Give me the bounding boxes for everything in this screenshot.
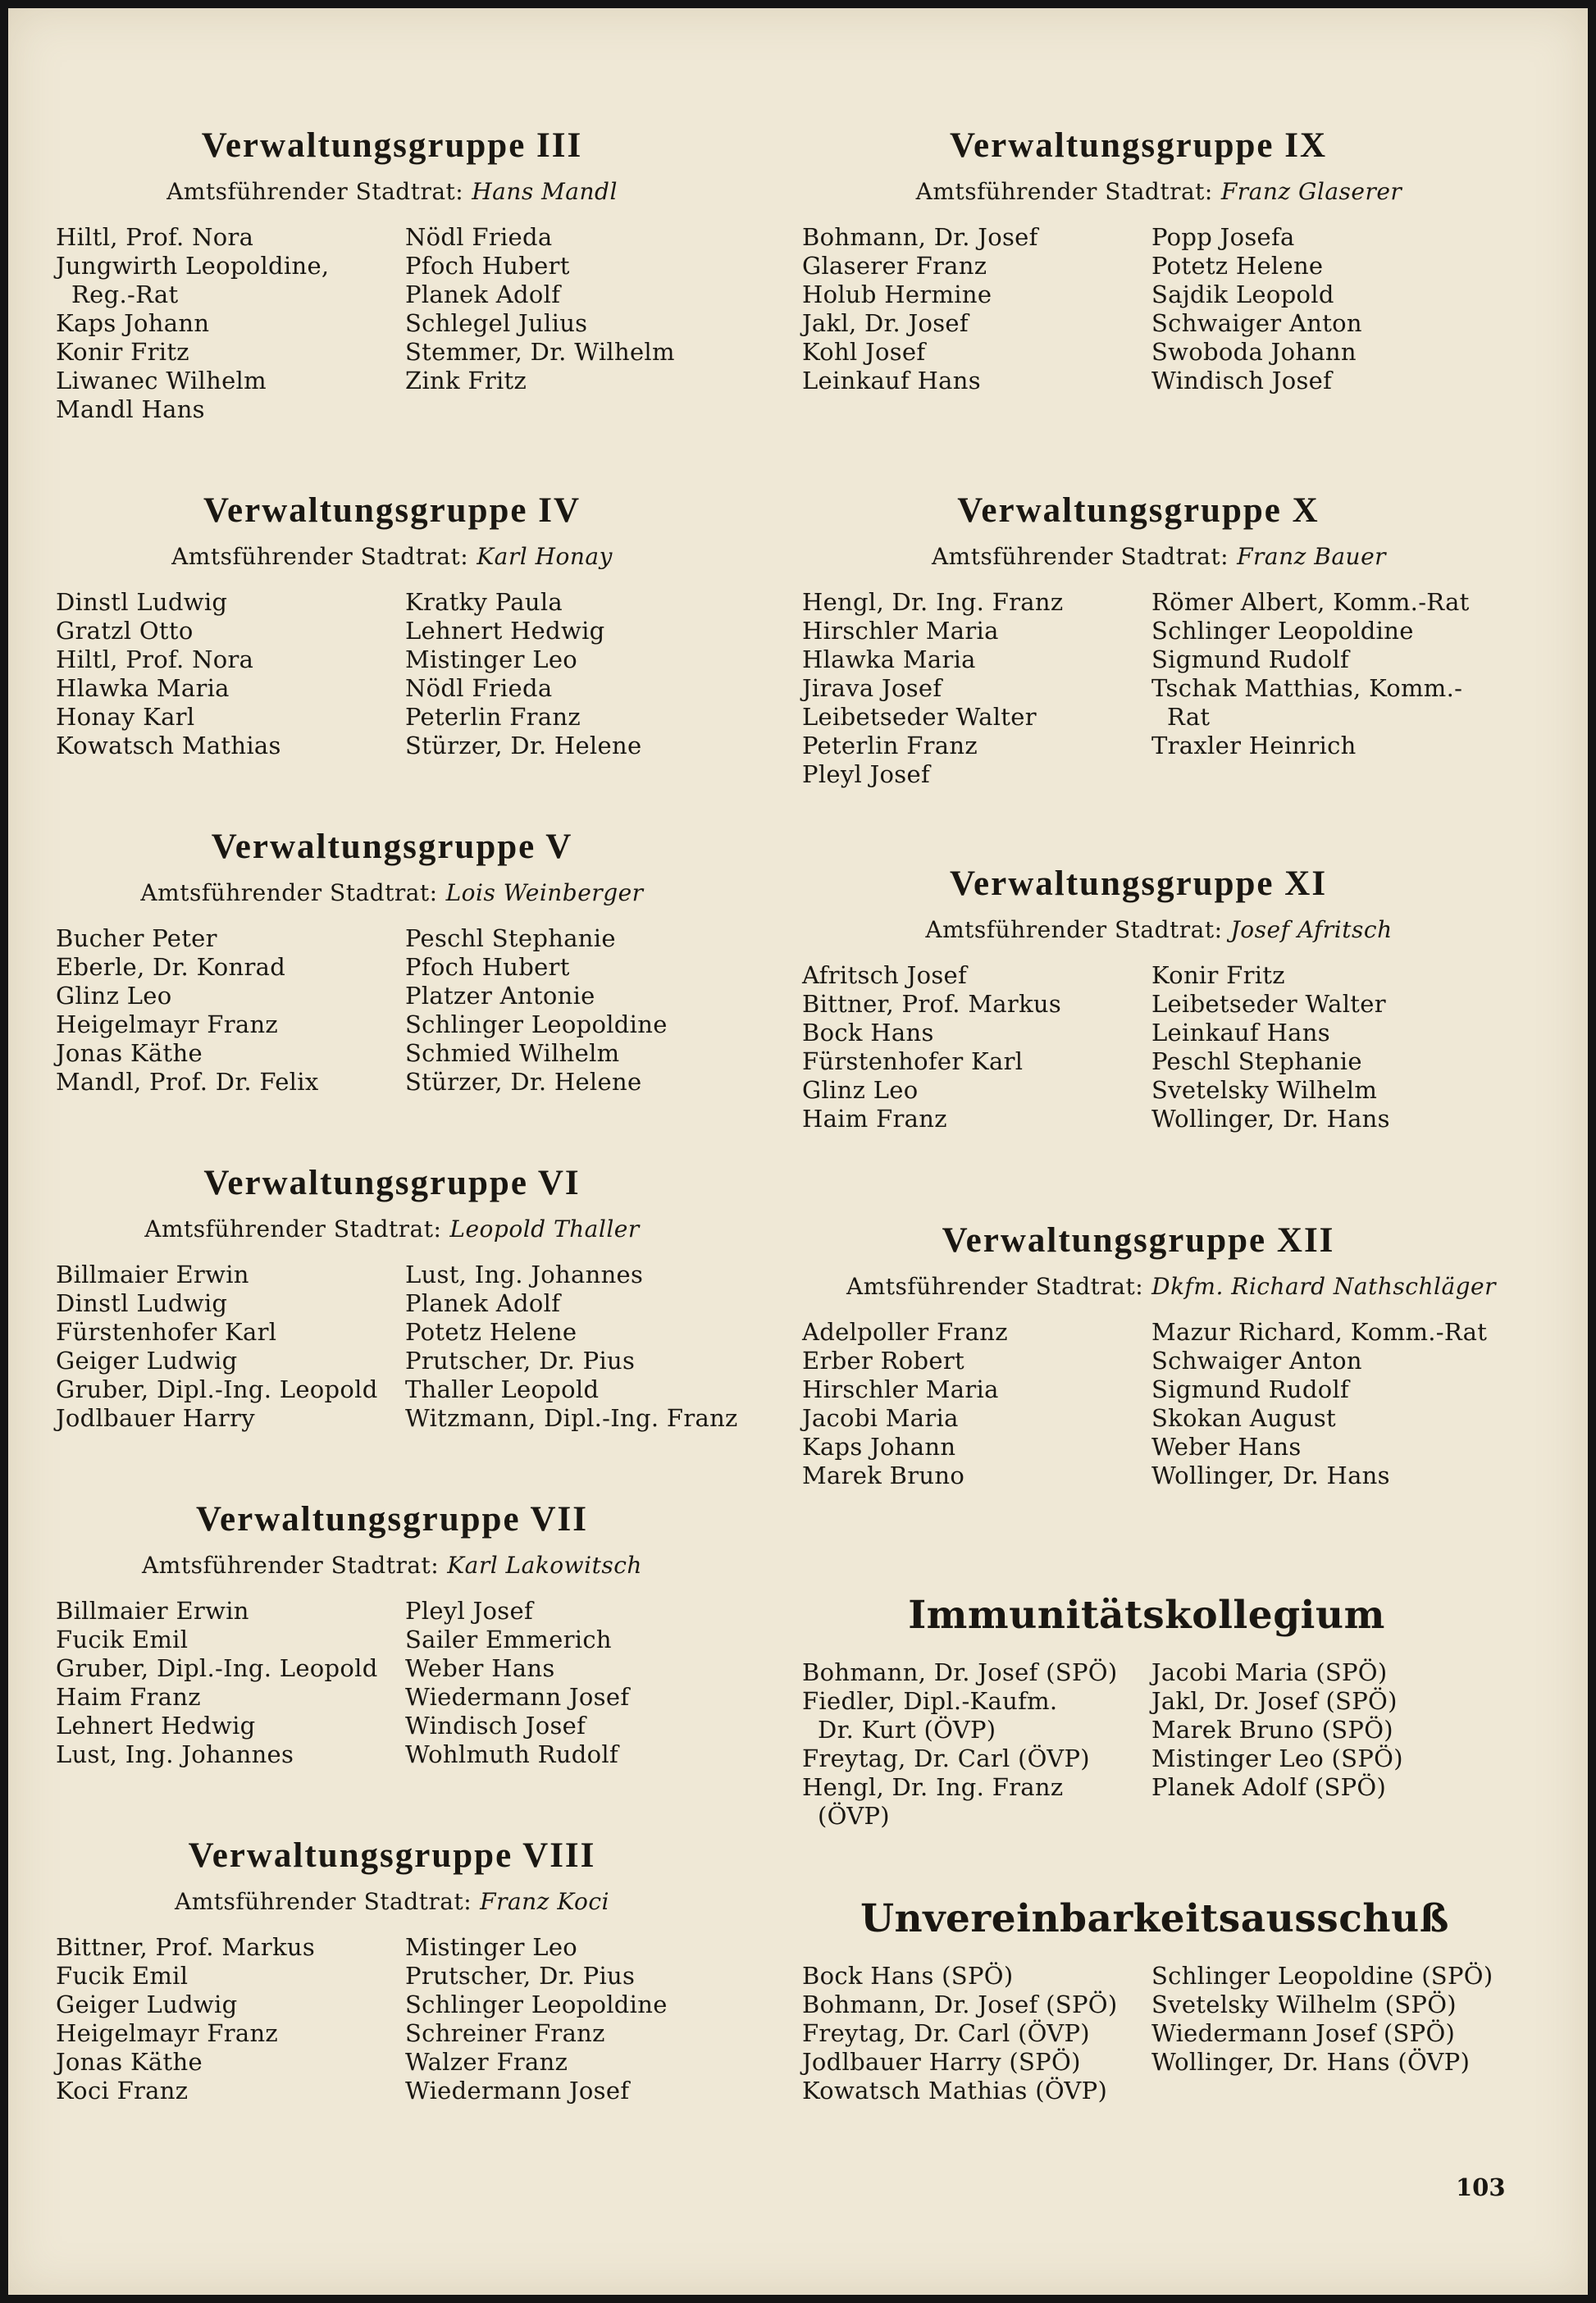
member-column-right	[1151, 588, 1540, 789]
member-grid	[56, 1261, 794, 1433]
member-entry: Bucher Peter	[56, 924, 217, 952]
member-grid	[802, 1318, 1540, 1490]
member-entry: Dinstl Ludwig	[56, 1289, 228, 1317]
member-column-right	[405, 924, 794, 1097]
chair-label: Amtsführender Stadtrat:	[931, 543, 1229, 570]
member-column-left	[802, 1318, 1151, 1490]
member-entry: Haim Franz	[802, 1105, 947, 1133]
chair-line	[802, 914, 1540, 946]
chair-name: Franz Glaserer	[1220, 178, 1402, 205]
member-entry: Wollinger, Dr. Hans	[1151, 1462, 1390, 1489]
member-column-left	[56, 223, 405, 424]
member-entry: Fucik Emil	[56, 1962, 189, 1990]
member-entry: Peterlin Franz	[405, 703, 581, 731]
member-entry: Lehnert Hedwig	[56, 1712, 256, 1740]
member-entry: Jirava Josef	[802, 674, 942, 702]
member-entry: Marek Bruno (SPÖ)	[1151, 1716, 1393, 1744]
member-entry: Zink Fritz	[405, 367, 527, 394]
member-entry: Glinz Leo	[56, 982, 172, 1010]
section-title: Verwaltungsgruppe IX	[949, 126, 1328, 165]
chair-name: Josef Afritsch	[1230, 916, 1393, 943]
member-entry: Hirschler Maria	[802, 617, 999, 645]
member-entry: Schreiner Franz	[405, 2019, 605, 2047]
member-entry: Hlawka Maria	[56, 674, 230, 702]
member-entry: Jodlbauer Harry	[56, 1404, 255, 1432]
chair-label: Amtsführender Stadtrat:	[174, 1888, 472, 1915]
member-grid	[56, 1597, 794, 1769]
member-entry: Kohl Josef	[802, 338, 926, 366]
member-entry: Schmied Wilhelm	[405, 1039, 620, 1067]
chair-name: Franz Koci	[480, 1888, 609, 1915]
member-entry: Dinstl Ludwig	[56, 588, 228, 616]
member-entry: Haim Franz	[56, 1683, 201, 1711]
section-title: Verwaltungsgruppe III	[201, 126, 583, 165]
member-entry: Windisch Josef	[405, 1712, 586, 1740]
member-grid	[802, 1962, 1540, 2105]
member-entry: Mistinger Leo	[405, 1933, 578, 1961]
section-title: Verwaltungsgruppe VI	[203, 1164, 581, 1202]
member-entry: Fucik Emil	[56, 1626, 189, 1653]
member-column-left	[802, 588, 1151, 789]
chair-label: Amtsführender Stadtrat:	[140, 879, 438, 906]
member-entry: Skokan August	[1151, 1404, 1336, 1432]
member-entry: Römer Albert, Komm.-Rat	[1151, 588, 1470, 616]
member-entry: Stemmer, Dr. Wilhelm	[405, 338, 675, 366]
section-gruppe-x	[802, 488, 1540, 789]
chair-line	[56, 1886, 794, 1918]
member-entry: Heigelmayr Franz	[56, 1010, 279, 1038]
chair-name: Dkfm. Richard Nathschläger	[1151, 1273, 1497, 1300]
member-entry: Sailer Emmerich	[405, 1626, 612, 1653]
member-entry: Bock Hans (SPÖ)	[802, 1962, 1014, 1990]
member-column-right	[1151, 223, 1540, 395]
section-title: Immunitätskollegium	[908, 1593, 1385, 1638]
member-entry: Hiltl, Prof. Nora	[56, 645, 254, 673]
member-entry: Weber Hans	[405, 1654, 555, 1682]
section-gruppe-ix	[802, 123, 1540, 395]
member-column-right	[405, 223, 794, 424]
member-column-right	[1151, 961, 1540, 1133]
member-entry: Jungwirth Leopoldine,	[56, 252, 330, 280]
chair-line	[56, 176, 794, 208]
member-entry: Peterlin Franz	[802, 732, 978, 759]
member-entry: Prutscher, Dr. Pius	[405, 1347, 636, 1375]
chair-line	[802, 1270, 1540, 1303]
member-entry: Potetz Helene	[405, 1318, 577, 1346]
member-entry: Stürzer, Dr. Helene	[405, 732, 642, 759]
chair-name: Karl Lakowitsch	[447, 1552, 642, 1579]
member-entry: Kowatsch Mathias (ÖVP)	[802, 2077, 1108, 2105]
member-entry: Eberle, Dr. Konrad	[56, 953, 286, 981]
member-entry: Peschl Stephanie	[405, 924, 616, 952]
member-entry: Leibetseder Walter	[802, 703, 1037, 731]
member-entry: Nödl Frieda	[405, 674, 553, 702]
chair-name: Leopold Thaller	[449, 1215, 640, 1243]
member-entry: Mandl, Prof. Dr. Felix	[56, 1068, 319, 1096]
member-entry: Swoboda Johann	[1151, 338, 1357, 366]
member-entry: Wollinger, Dr. Hans (ÖVP)	[1151, 2048, 1471, 2076]
member-entry: Jacobi Maria	[802, 1404, 959, 1432]
member-column-left	[56, 588, 405, 760]
chair-line	[802, 540, 1540, 573]
member-column-right	[1151, 1658, 1540, 1831]
member-entry: Weber Hans	[1151, 1433, 1302, 1461]
member-entry: Planek Adolf	[405, 1289, 561, 1317]
member-entry: Wollinger, Dr. Hans	[1151, 1105, 1390, 1133]
member-column-left	[56, 1597, 405, 1769]
section-gruppe-xi	[802, 861, 1540, 1133]
member-entry: Planek Adolf	[405, 280, 561, 308]
member-entry: Erber Robert	[802, 1347, 964, 1375]
member-entry: Mandl Hans	[56, 395, 205, 423]
member-entry: Potetz Helene	[1151, 252, 1324, 280]
chair-label: Amtsführender Stadtrat:	[925, 916, 1223, 943]
member-grid	[56, 924, 794, 1097]
member-entry: Wiedermann Josef	[405, 1683, 630, 1711]
member-entry: Schlinger Leopoldine (SPÖ)	[1151, 1962, 1493, 1990]
member-entry: Jodlbauer Harry (SPÖ)	[802, 2048, 1081, 2076]
member-entry: Fiedler, Dipl.-Kaufm.	[802, 1687, 1058, 1715]
member-entry: Sigmund Rudolf	[1151, 645, 1350, 673]
member-entry: Billmaier Erwin	[56, 1261, 249, 1288]
member-entry: Liwanec Wilhelm	[56, 367, 267, 394]
section-title: Verwaltungsgruppe VII	[195, 1500, 589, 1539]
document-page	[8, 8, 1588, 2295]
member-entry: Jacobi Maria (SPÖ)	[1151, 1658, 1388, 1686]
member-entry: Adelpoller Franz	[802, 1318, 1008, 1346]
member-entry: Wiedermann Josef (SPÖ)	[1151, 2019, 1456, 2047]
page-number: 103	[1456, 2173, 1506, 2201]
member-entry: Kaps Johann	[56, 309, 210, 337]
member-entry: Walzer Franz	[405, 2048, 568, 2076]
section-gruppe-v	[56, 824, 794, 1097]
member-entry: Prutscher, Dr. Pius	[405, 1962, 636, 1990]
chair-line	[56, 877, 794, 910]
member-column-right	[405, 1261, 794, 1433]
section-unvereinbarkeitsausschuss	[802, 1895, 1540, 2105]
member-entry: Jonas Käthe	[56, 1039, 203, 1067]
chair-line	[802, 176, 1540, 208]
member-entry: Hiltl, Prof. Nora	[56, 223, 254, 251]
chair-line	[56, 1213, 794, 1246]
chair-label: Amtsführender Stadtrat:	[142, 1552, 440, 1579]
member-grid	[802, 223, 1540, 395]
member-entry: Heigelmayr Franz	[56, 2019, 279, 2047]
member-entry: Freytag, Dr. Carl (ÖVP)	[802, 1744, 1090, 1772]
chair-line	[56, 540, 794, 573]
chair-label: Amtsführender Stadtrat:	[915, 178, 1213, 205]
member-entry: Hlawka Maria	[802, 645, 976, 673]
member-entry: Lust, Ing. Johannes	[405, 1261, 644, 1288]
member-entry: Reg.-Rat	[56, 280, 179, 308]
member-column-left	[802, 223, 1151, 395]
member-entry: Kowatsch Mathias	[56, 732, 281, 759]
member-entry: Rat	[1151, 703, 1211, 731]
member-entry: Bohmann, Dr. Josef (SPÖ)	[802, 1658, 1118, 1686]
chair-name: Lois Weinberger	[445, 879, 644, 906]
chair-name: Hans Mandl	[472, 178, 618, 205]
member-column-left	[802, 961, 1151, 1133]
member-entry: Pleyl Josef	[405, 1597, 533, 1625]
member-entry: Pleyl Josef	[802, 760, 930, 788]
member-column-left	[802, 1658, 1151, 1831]
member-grid	[802, 961, 1540, 1133]
section-gruppe-vi	[56, 1161, 794, 1433]
member-entry: Jakl, Dr. Josef (SPÖ)	[1151, 1687, 1398, 1715]
member-column-right	[405, 1933, 794, 2105]
member-entry: Konir Fritz	[56, 338, 189, 366]
member-entry: Glinz Leo	[802, 1076, 919, 1104]
member-entry: Glaserer Franz	[802, 252, 987, 280]
member-grid	[56, 1933, 794, 2105]
member-entry: Tschak Matthias, Komm.-	[1151, 674, 1463, 702]
member-entry: Peschl Stephanie	[1151, 1047, 1362, 1075]
member-entry: Thaller Leopold	[405, 1375, 600, 1403]
member-entry: Geiger Ludwig	[56, 1347, 238, 1375]
member-column-left	[56, 1933, 405, 2105]
member-entry: Schwaiger Anton	[1151, 309, 1362, 337]
member-entry: Kratky Paula	[405, 588, 563, 616]
member-grid	[802, 1658, 1540, 1831]
member-column-left	[56, 1261, 405, 1433]
chair-name: Karl Honay	[477, 543, 613, 570]
member-entry: Nödl Frieda	[405, 223, 553, 251]
member-entry: Bittner, Prof. Markus	[56, 1933, 316, 1961]
member-column-right	[1151, 1318, 1540, 1490]
member-entry: Sigmund Rudolf	[1151, 1375, 1350, 1403]
section-title: Verwaltungsgruppe XII	[942, 1221, 1335, 1260]
member-entry: Gratzl Otto	[56, 617, 194, 645]
member-entry: Billmaier Erwin	[56, 1597, 249, 1625]
section-title: Verwaltungsgruppe VIII	[188, 1836, 596, 1875]
member-entry: Wohlmuth Rudolf	[405, 1740, 619, 1768]
chair-label: Amtsführender Stadtrat:	[171, 543, 469, 570]
member-entry: Fürstenhofer Karl	[802, 1047, 1024, 1075]
member-entry: Freytag, Dr. Carl (ÖVP)	[802, 2019, 1090, 2047]
member-entry: Pfoch Hubert	[405, 953, 570, 981]
section-title: Verwaltungsgruppe IV	[203, 491, 581, 530]
member-entry: Schlinger Leopoldine	[405, 1991, 668, 2018]
member-entry: Schlinger Leopoldine	[1151, 617, 1414, 645]
member-entry: Mazur Richard, Komm.-Rat	[1151, 1318, 1488, 1346]
member-column-right	[1151, 1962, 1540, 2105]
member-entry: Marek Bruno	[802, 1462, 965, 1489]
member-entry: Afritsch Josef	[802, 961, 968, 989]
member-grid	[56, 588, 794, 760]
chair-line	[56, 1549, 794, 1582]
member-grid	[802, 588, 1540, 789]
member-column-left	[56, 924, 405, 1097]
member-entry: Gruber, Dipl.-Ing. Leopold	[56, 1654, 378, 1682]
section-gruppe-xii	[802, 1218, 1540, 1490]
member-grid	[56, 223, 794, 424]
member-entry: Lust, Ing. Johannes	[56, 1740, 294, 1768]
member-entry: Mistinger Leo	[405, 645, 578, 673]
member-entry: Svetelsky Wilhelm	[1151, 1076, 1378, 1104]
member-entry: Holub Hermine	[802, 280, 992, 308]
member-entry: Lehnert Hedwig	[405, 617, 605, 645]
member-entry: Platzer Antonie	[405, 982, 595, 1010]
member-entry: Schwaiger Anton	[1151, 1347, 1362, 1375]
member-entry: Leinkauf Hans	[802, 367, 981, 394]
member-entry: Schlinger Leopoldine	[405, 1010, 668, 1038]
member-entry: Stürzer, Dr. Helene	[405, 1068, 642, 1096]
chair-name: Franz Bauer	[1237, 543, 1387, 570]
section-gruppe-viii	[56, 1833, 794, 2105]
member-entry: Geiger Ludwig	[56, 1991, 238, 2018]
member-entry: Gruber, Dipl.-Ing. Leopold	[56, 1375, 378, 1403]
section-gruppe-iv	[56, 488, 794, 760]
member-entry: (ÖVP)	[802, 1802, 890, 1830]
member-entry: Mistinger Leo (SPÖ)	[1151, 1744, 1403, 1772]
member-entry: Kaps Johann	[802, 1433, 956, 1461]
section-title: Verwaltungsgruppe X	[957, 491, 1320, 530]
member-entry: Witzmann, Dipl.-Ing. Franz	[405, 1404, 738, 1432]
member-entry: Bohmann, Dr. Josef (SPÖ)	[802, 1991, 1118, 2018]
member-entry: Hengl, Dr. Ing. Franz	[802, 1773, 1064, 1801]
member-entry: Bock Hans	[802, 1019, 934, 1047]
member-entry: Hengl, Dr. Ing. Franz	[802, 588, 1064, 616]
section-title: Unvereinbarkeitsausschuß	[860, 1896, 1449, 1941]
section-gruppe-vii	[56, 1497, 794, 1769]
member-entry: Fürstenhofer Karl	[56, 1318, 277, 1346]
section-title: Verwaltungsgruppe V	[211, 828, 573, 866]
chair-label: Amtsführender Stadtrat:	[846, 1273, 1144, 1300]
member-entry: Schlegel Julius	[405, 309, 588, 337]
member-entry: Hirschler Maria	[802, 1375, 999, 1403]
member-entry: Leibetseder Walter	[1151, 990, 1386, 1018]
member-entry: Leinkauf Hans	[1151, 1019, 1330, 1047]
member-entry: Dr. Kurt (ÖVP)	[802, 1716, 996, 1744]
chair-label: Amtsführender Stadtrat:	[166, 178, 464, 205]
member-entry: Bohmann, Dr. Josef	[802, 223, 1038, 251]
member-entry: Koci Franz	[56, 2077, 189, 2105]
member-entry: Jakl, Dr. Josef	[802, 309, 969, 337]
member-entry: Svetelsky Wilhelm (SPÖ)	[1151, 1991, 1457, 2018]
member-entry: Popp Josefa	[1151, 223, 1295, 251]
chair-label: Amtsführender Stadtrat:	[144, 1215, 442, 1243]
member-entry: Traxler Heinrich	[1151, 732, 1357, 759]
member-entry: Windisch Josef	[1151, 367, 1333, 394]
member-entry: Sajdik Leopold	[1151, 280, 1334, 308]
member-column-right	[405, 1597, 794, 1769]
section-title: Verwaltungsgruppe XI	[949, 864, 1328, 903]
member-column-right	[405, 588, 794, 760]
section-gruppe-iii	[56, 123, 794, 424]
member-entry: Wiedermann Josef	[405, 2077, 630, 2105]
member-entry: Jonas Käthe	[56, 2048, 203, 2076]
member-entry: Planek Adolf (SPÖ)	[1151, 1773, 1387, 1801]
member-entry: Pfoch Hubert	[405, 252, 570, 280]
member-entry: Konir Fritz	[1151, 961, 1285, 989]
section-immunitaetskollegium	[802, 1591, 1540, 1831]
member-column-left	[802, 1962, 1151, 2105]
member-entry: Honay Karl	[56, 703, 195, 731]
member-entry: Bittner, Prof. Markus	[802, 990, 1062, 1018]
